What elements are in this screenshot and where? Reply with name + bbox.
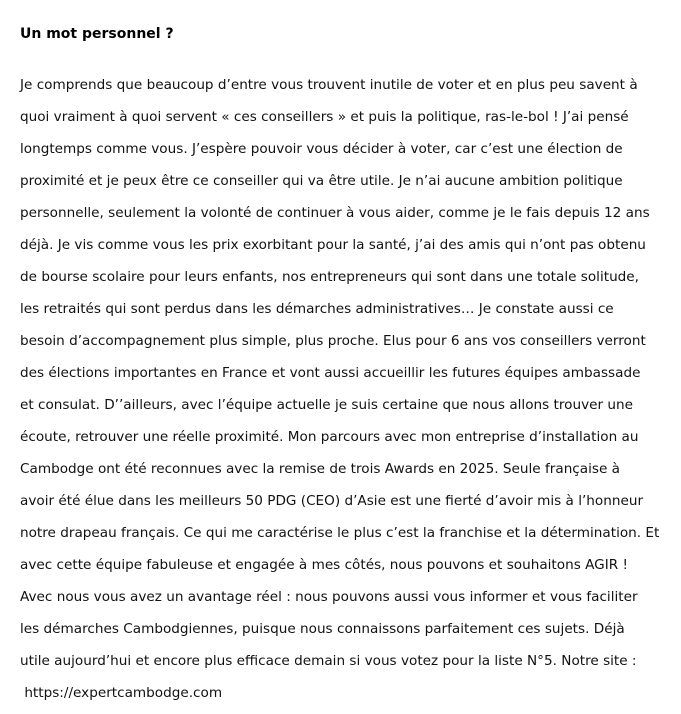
paragraph-line: Cambodge ont été reconnues avec la remise de trois Awards en 2025. Seule française à bbox=[20, 461, 620, 477]
paragraph-line: et consulat. D’’ailleurs, avec l’équipe actuelle je suis certaine que nous allons trouver une bbox=[20, 397, 634, 413]
document-heading: Un mot personnel ? bbox=[20, 26, 174, 42]
paragraph-line: des élections importantes en France et vont aussi accueillir les futures équipes ambassade bbox=[20, 365, 641, 381]
paragraph-line: de bourse scolaire pour leurs enfants, nos entrepreneurs qui sont dans une totale solitude, bbox=[20, 269, 639, 285]
paragraph-line: utile aujourd’hui et encore plus efficace demain si vous votez pour la liste N°5. Notre site : bbox=[20, 653, 637, 669]
paragraph-line: personnelle, seulement la volonté de continuer à vous aider, comme je le fais depuis 12 ans bbox=[20, 205, 650, 221]
paragraph-line: les démarches Cambodgiennes, puisque nous connaissons parfaitement ces sujets. Déjà bbox=[20, 621, 625, 637]
paragraph-line: longtemps comme vous. J’espère pouvoir vous décider à voter, car c’est une élection de bbox=[20, 141, 623, 157]
paragraph-line: besoin d’accompagnement plus simple, plus proche. Elus pour 6 ans vos conseillers verront bbox=[20, 333, 646, 349]
paragraph-line: proximité et je peux être ce conseiller qui va être utile. Je n’ai aucune ambition politique bbox=[20, 173, 623, 189]
website-text: https://expertcambodge.com bbox=[20, 685, 223, 701]
paragraph-line: Avec nous vous avez un avantage réel : nous pouvons aussi vous informer et vous faciliter bbox=[20, 589, 638, 605]
paragraph-line: avoir été élue dans les meilleurs 50 PDG (CEO) d’Asie est une fierté d’avoir mis à l’honneur bbox=[20, 493, 644, 509]
paragraph-line: déjà. Je vis comme vous les prix exorbitant pour la santé, j’ai des amis qui n’ont pas obtenu bbox=[20, 237, 646, 253]
paragraph-line: Je comprends que beaucoup d’entre vous trouvent inutile de voter et en plus peu savent à bbox=[20, 77, 638, 93]
paragraph-line: notre drapeau français. Ce qui me caractérise le plus c’est la franchise et la détermination. Et bbox=[20, 525, 660, 541]
paragraph-line: les retraités qui sont perdus dans les démarches administratives… Je constate aussi ce bbox=[20, 301, 614, 317]
paragraph-line: quoi vraiment à quoi servent « ces conseillers » et puis la politique, ras-le-bol ! J’ai pensé bbox=[20, 109, 629, 125]
paragraph-line: écoute, retrouver une réelle proximité. Mon parcours avec mon entreprise d’installation au bbox=[20, 429, 639, 445]
paragraph-line: avec cette équipe fabuleuse et engagée à mes côtés, nous pouvons et souhaitons AGIR ! bbox=[20, 557, 628, 573]
